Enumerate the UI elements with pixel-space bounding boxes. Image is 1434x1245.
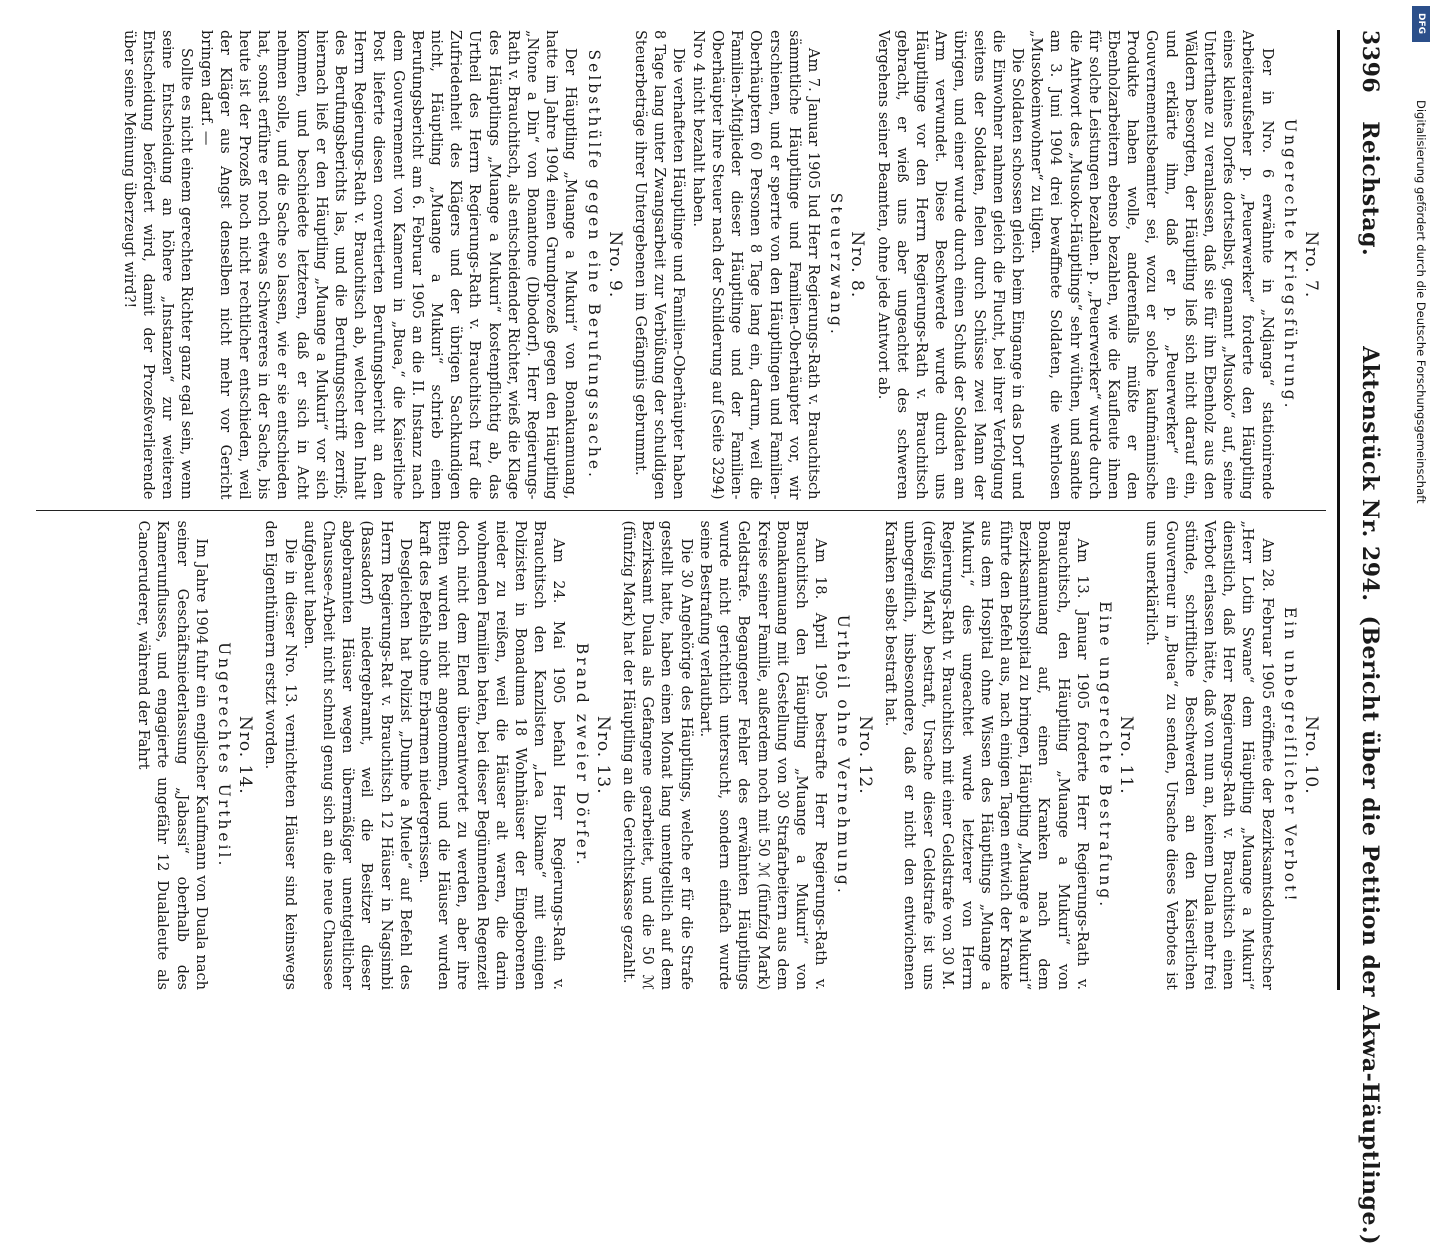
funding-note — [1410, 60, 1428, 990]
case-title: Steuerzwang. — [826, 30, 845, 500]
case-title: Selbsthülfe gegen eine Berufungssache. — [583, 30, 602, 500]
document-subject: (Bericht über die Petition der Akwa-Häuptlinge.) — [1357, 616, 1383, 1245]
house-name: Reichstag. — [1357, 121, 1383, 256]
paragraph: Die 30 Angehörige des Häuptlings, welche er für die Strafe gestellt hatte, haben einen Monat lang unentgeltlich auf dem Bezirksamt Duala als Gefangene gearbeitet, und die 50 ℳ (fünfzig Mark) hat der Häuptling an die Gerichtskasse gezahlt. — [618, 521, 695, 991]
paragraph: Am 7. Januar 1905 lud Herr Regierungs-Rath v. Brauchitsch sämmtliche Häuptlinge und Familien-Oberhäupter vor, wir erschienen, und er sperrte von den Häuptlingen und Familien-Oberhäuptern 60 Personen 8 Tage lang ein, darum, weil die Familien-Mitglieder dieser Häuptlinge und der Familien-Oberhäupter ihre Steuer nach der Schilderung auf (Seite 3294) Nro 4 nicht bezahlt haben. — [688, 30, 822, 500]
left-column — [36, 30, 1326, 510]
right-column — [36, 511, 1326, 991]
running-head — [1337, 30, 1400, 990]
rotated-page — [20, 30, 1400, 990]
case-number: Nro. 13. — [593, 521, 612, 991]
case-title: Ein unbegreiflicher Verbot! — [1280, 521, 1299, 991]
case-number: Nro. 7. — [1301, 30, 1320, 500]
case-number: Nro. 12. — [854, 521, 873, 991]
paragraph: Die verhafteten Häuptlinge und Familien-Oberhäupter haben 8 Tage lang unter Zwangsarbeit zur Verbüßung der schuldigen Steuerbeträge ihrer Untergebenen im Gefängnis gebrummt. — [630, 30, 688, 500]
case-title: Ungerechte Kriegsführung. — [1280, 30, 1299, 500]
text-columns — [36, 30, 1326, 990]
paragraph: Der in Nro. 6 erwähnte in „Ndjanga“ stationirende Arbeiteraufseher p. „Peuerwerker“ forderte den Häuptling eines kleines Dorfes dortselbst, genannt „Musoko“ auf, seine Unterthane zu veranlassen, daß sie für ihn Ebenholz aus den Wäldern besorgten, der Häuptling ließ sich nicht darauf ein, und erklärte ihm, daß er p. „Peuerwerker“ ein Gouvernementsbeamter sei, wozu er solche kaufmännische Produkte haben wolle, anderenfalls müßte er den Ebenholzarbeitern ebenso bezahlen, wie die Kaufleute ihnen für solche Leistungen bezahlen. p. „Peuerwerker“ wurde durch die Antwort des „Musoko-Häuptlings“ sehr wüthen, und sandte am 3. Juni 1904 drei bewaffnete Soldaten, die wehrlosen „Musokoeinwohner“ zu tilgen. — [1026, 30, 1276, 500]
case-title: Eine ungerechte Bestrafung. — [1095, 521, 1114, 991]
funding-note-text: Digitalisierung gefördert durch die Deutsche Forschungsgemeinschaft — [1410, 100, 1428, 1000]
paragraph: Die Soldaten schossen gleich beim Eingange in das Dorf und die Einwohner nahmen gleich die Flucht, bei ihrer Verfolgung seitens der Soldaten, fielen durch Schüsse zwei Mann der übrigen, und einer wurde durch einen Schuß der Soldaten am Arm verwundet. Diese Beschwerde wurde durch uns Häuptlinge vor den Herrn Regierungs-Rath v. Brauchitsch gebracht, er wieß uns aber ungeachtet des schweren Vergehens seiner Beamten, ohne jede Antwort ab. — [872, 30, 1026, 500]
paragraph: Sollte es nicht einem gerechten Richter ganz egal sein, wenn seine Entscheidung an höhere „Instanzen“ zur weiteren Entscheidung befördert wird, damit der Prozeßverlierende über seine Meinung überzeugt wird?! — [119, 30, 196, 500]
dfg-logo: DFG — [1412, 6, 1430, 42]
paragraph: Im Jahre 1904 fuhr ein englischer Kaufmann von Duala nach seiner Geschäftsniederlassung „Jabassi“ oberhalb des Kamerunflusses, und engagierte ungefähr 12 Dualaleute als Canoeruderer, während der Fahrt — [133, 521, 210, 991]
paragraph: Der Häuptling „Muange a Mukuri“ von Bonakuamuang, hatte im Jahre 1904 einen Grundprozeß gegen den Häuptling „Ntone a Din“ von Bonantone (Dibodorf). Herr Regierungs-Rath v. Brauchitsch, als entscheidender Richter, wieß die Klage des Häuptlings „Muange a Mukuri“ kostenpflichtig ab, das Urtheil des Herrn Regierungs-Rath v. Brauchitsch traf die Zufriedenheit des Klägers und der übrigen Sachkundigen nicht, Häuptling „Muange a Mukuri“ schrieb einen Berufungsbericht am 6. Februar 1905 an die II. Instanz nach dem Gouvernement von Kamerun in „Buea,“ die Kaiserliche Post lieferte diesen convertierten Berufungsbericht an den Herrn Regierungs-Rath v. Brauchitsch ab, welcher den Inhalt des Berufungsberichts las, und die Berufungsschrift zerriß; hiernach ließ er den Häuptling „Muange a Mukuri“ vor sich kommen, und beschiedete letzteren, daß er sich in Acht nehmen solle, und die Sache so lassen, wie er sie entschieden hat, sonst erführe er noch etwas Schwereres in der Sache, bis heute ist der Prozeß noch nicht rechtlicher entschieden, weil der Kläger aus Angst denselben nicht mehr vor Gericht bringen darf. — — [195, 30, 579, 500]
paragraph: Am 24. Mai 1905 befahl Herr Regierungs-Rath v. Brauchitsch den Kanzlisten „Lea Dikame“ mit einigen Polizisten in Bonaduma 18 Wohnhäuser der Eingeborenen nieder zu reißen, weil die Häuser alt waren, die darin wohnenden Familien baten, bei dieser Begünnenden Regenzeit doch nicht dem Elend überantwortet zu werden, aber ihre Bitten wurden nicht angenommen, und die Häuser wurden kraft des Befehls ohne Erbarmen niedergerissen. — [414, 521, 568, 991]
case-number: Nro. 14. — [235, 521, 254, 991]
paragraph: Am 28. Februar 1905 eröffnete der Bezirksamtsdolmetscher „Herr Lotin Swane“ dem Häuptling „Muange a Mukuri“ dienstlich, daß Herr Regierungs-Rath v. Brauchitsch einen Verbot erlassen hätte, daß von nun an, keinem Duala mehr frei stünde, schriftliche Beschwerden an den Kaiserlichen Gouverneur in „Buea“ zu senden, Ursache dieses Verbotes ist uns unerklärlich. — [1141, 521, 1275, 991]
page-number: 3396 — [1357, 30, 1383, 93]
document-number: Aktenstück Nr. 294. — [1357, 346, 1383, 601]
paragraph: Am 18. April 1905 bestrafte Herr Regierungs-Rath v. Brauchitsch den Häuptling „Muange a Mukuri“ von Bonakuamuang mit Gestellung von 30 Strafarbeitern aus dem Kreise seiner Familie, außerdem noch mit 50 ℳ (fünfzig Mark) Geldstrafe. Begangener Fehler des erwähnten Häuptlings wurde nicht gerichtlich untersucht, sondern einfach wurde seine Bestrafung verlautbart. — [695, 521, 829, 991]
paragraph: Die in dieser Nro. 13. vernichteten Häuser sind keinswegs den Eigenthümern erstzt worden. — [260, 521, 298, 991]
page-body — [20, 30, 1400, 990]
case-number: Nro. 11. — [1116, 521, 1135, 991]
case-title: Brand zweier Dörfer. — [571, 521, 590, 991]
case-number: Nro. 8. — [847, 30, 866, 500]
case-title: Ungerechtes Urtheil. — [214, 521, 233, 991]
paragraph: Desgleichen hat Polizist „Dumbe a Muele“ auf Befehl des Herrn Regierungs-Rat v. Brauchitsch 12 Häuser in Nagsimbi (Bassadorf) niedergebrannt, weil die Besitzer dieser abgebrannten Häuser wegen übermäßiger unentgeltlicher Chaussee-Arbeit nicht schnell genug sich an die neue Chaussee aufgebaut haben. — [299, 521, 414, 991]
case-number: Nro. 10. — [1301, 521, 1320, 991]
paragraph: Am 13. Januar 1905 forderte Herr Regierungs-Rath v. Brauchitsch, den Häuptling „Muange a Mukuri“ von Bonakuamuang auf, einen Kranken nach dem Bezirksamtshospital zu bringen, Häuptling „Muange a Mukuri“ führte den Befehl aus, nach einigen Tagen entwich der Kranke aus dem Hospital ohne Wissen des Häuptlings „Muange a Mukuri,“ dies ungeachtet wurde letzterer von Herrn Regierungs-Rath v. Brauchitsch mit einer Geldstrafe von 30 M. (dreißig Mark) bestraft, Ursache dieser Geldstrafe ist uns unbegreiflich, insbesondere, daß er nicht den entwichenen Kranken selbst bestraft hat. — [880, 521, 1091, 991]
case-title: Urtheil ohne Vernehmung. — [833, 521, 852, 991]
case-number: Nro. 9. — [605, 30, 624, 500]
